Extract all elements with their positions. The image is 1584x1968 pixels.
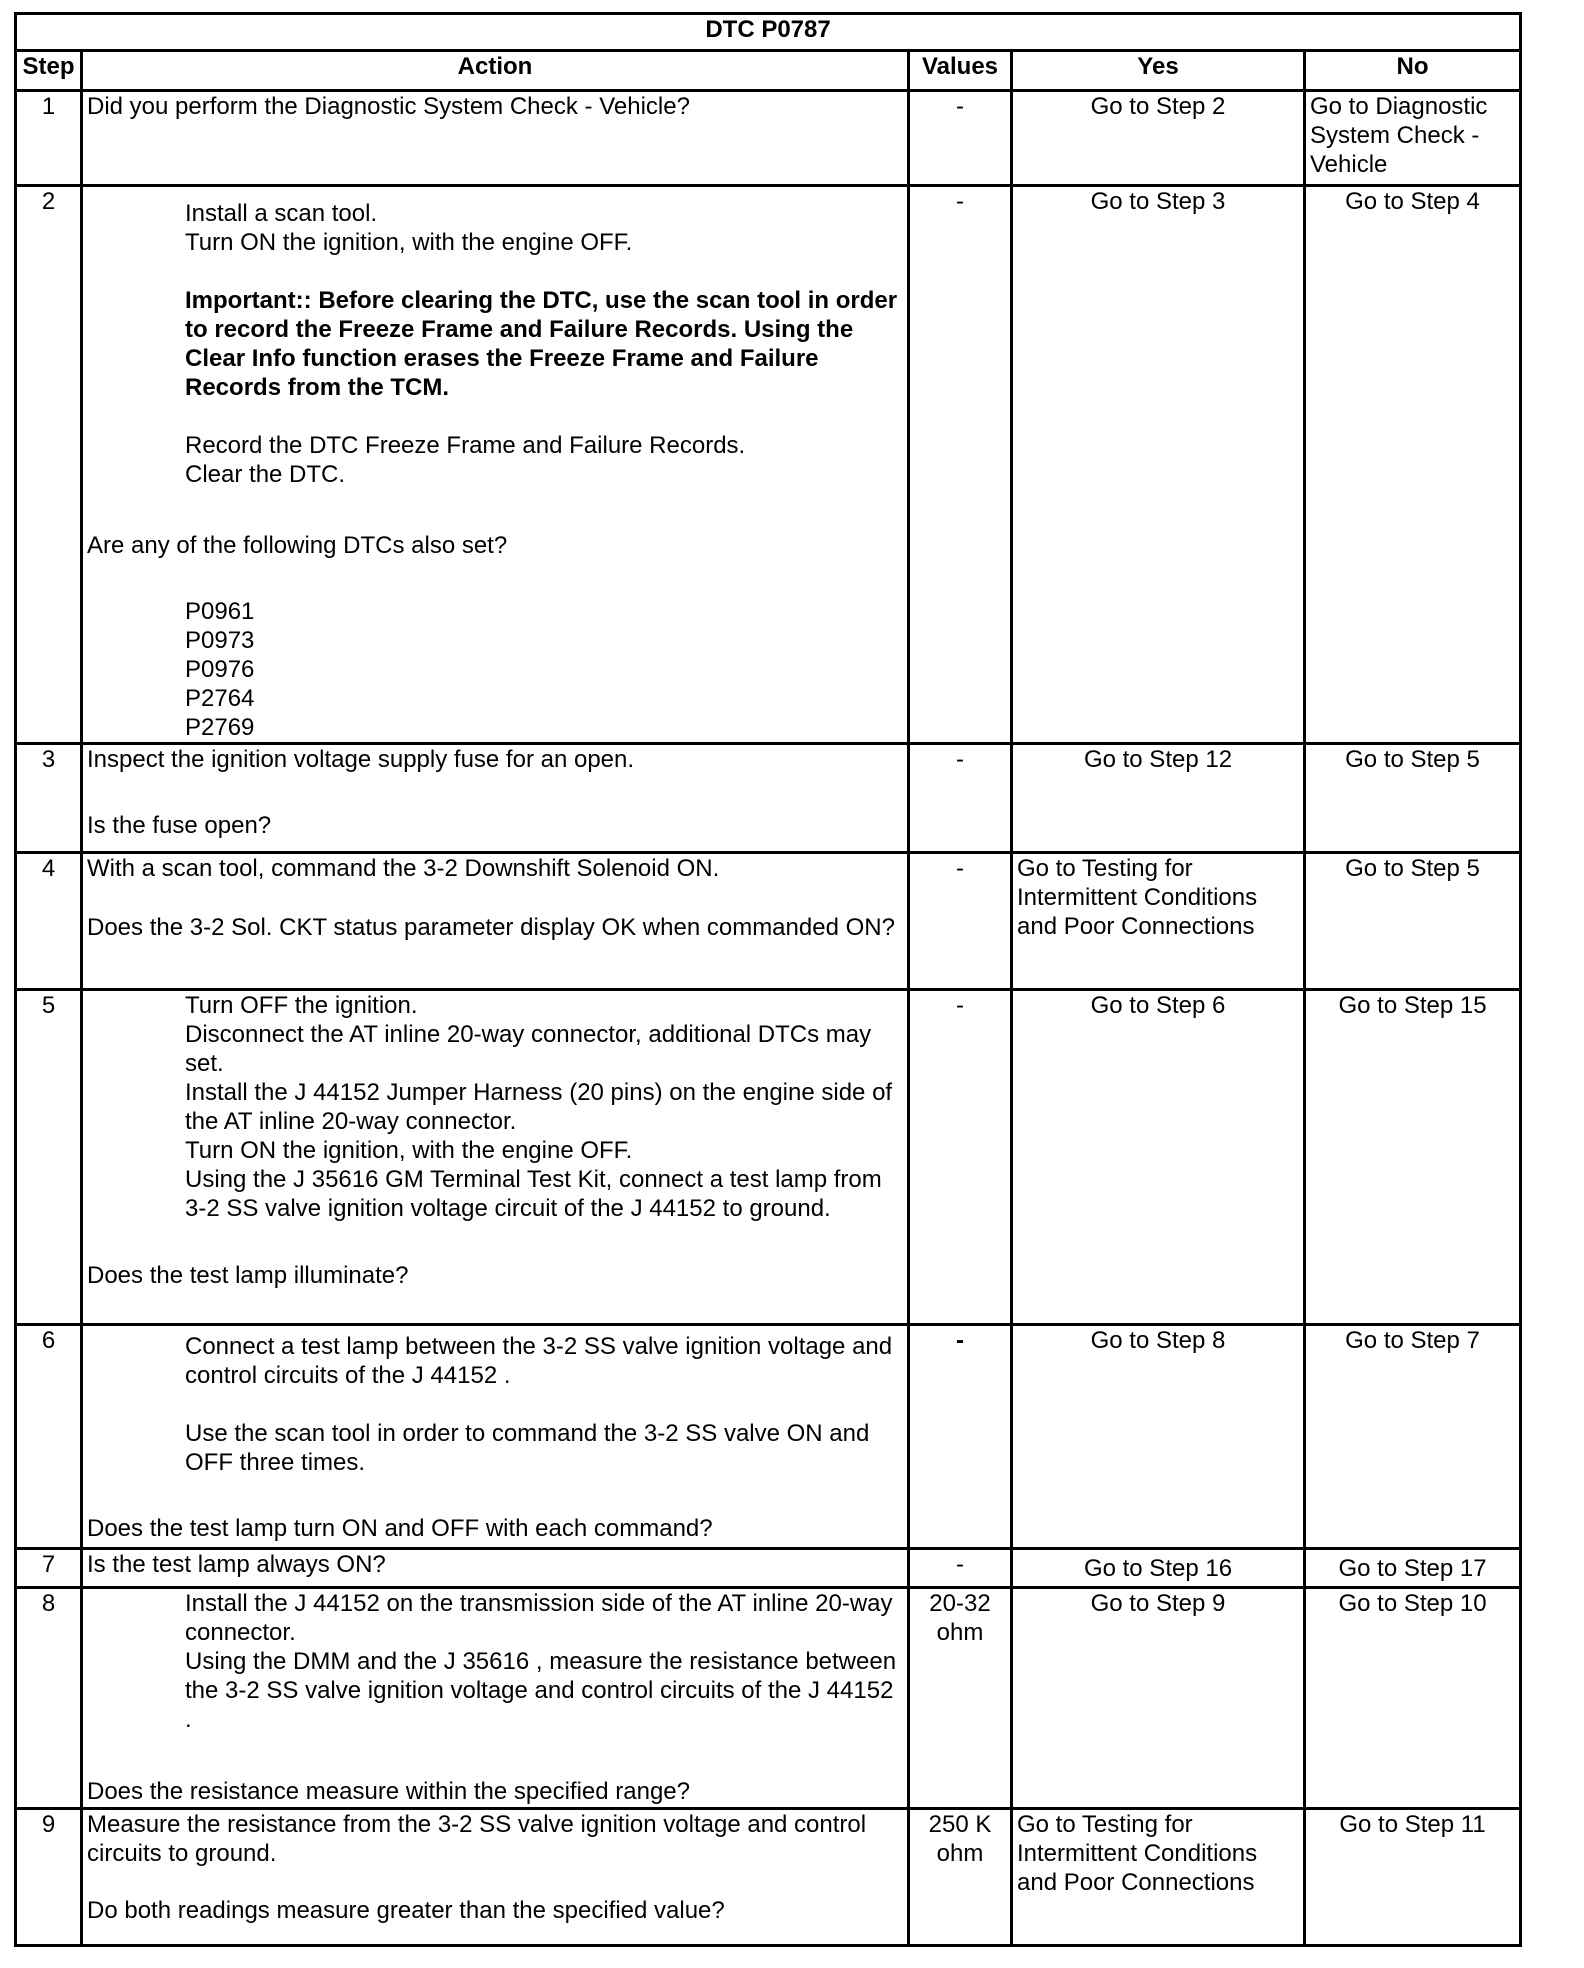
action-step: Connect a test lamp between the 3-2 SS valve ignition voltage and control circuits of the J 44152 .: [185, 1333, 893, 1389]
action-question: Does the 3-2 Sol. CKT status parameter display OK when commanded ON?: [87, 914, 895, 941]
no-cell: Go to Step 11: [1305, 1809, 1521, 1946]
table-row: [16, 853, 1521, 990]
no-cell: Go to Step 5: [1305, 744, 1521, 853]
value-cell: -: [909, 990, 1012, 1325]
action-question: Are any of the following DTCs also set?: [87, 532, 508, 559]
yes-cell: Go to Step 8: [1012, 1325, 1305, 1549]
value-cell: -: [909, 853, 1012, 990]
action-step: Using the J 35616 GM Terminal Test Kit, connect a test lamp from 3-2 SS valve ignition voltage circuit of the J 44152 to ground.: [185, 1166, 882, 1222]
yes-cell: Go to Step 6: [1012, 990, 1305, 1325]
action-text: With a scan tool, command the 3-2 Downshift Solenoid ON.: [87, 855, 720, 882]
action-question: Does the resistance measure within the specified range?: [87, 1778, 690, 1805]
table-row: [16, 1588, 1521, 1809]
action-step: Disconnect the AT inline 20-way connector, additional DTCs may set.: [185, 1021, 872, 1077]
action-step: Clear the DTC.: [185, 461, 346, 488]
action-cell: [82, 1588, 909, 1809]
action-cell: [82, 91, 909, 186]
value-cell: -: [909, 744, 1012, 853]
yes-cell: Go to Testing for Intermittent Conditions and Poor Connections: [1012, 1809, 1305, 1946]
header-values: Values: [909, 51, 1012, 91]
no-cell: Go to Step 4: [1305, 186, 1521, 744]
action-cell: [82, 990, 909, 1325]
action-cell: [82, 1325, 909, 1549]
action-step: Using the DMM and the J 35616 , measure the resistance between the 3-2 SS valve ignition voltage and control circuits of the J 44152 .: [185, 1648, 897, 1733]
dtc-code: P2764: [185, 685, 255, 712]
value-cell: -: [909, 1325, 1012, 1549]
step-number: 9: [16, 1809, 82, 1946]
action-text: Measure the resistance from the 3-2 SS valve ignition voltage and control circuits to ground.: [87, 1811, 867, 1867]
table-title: DTC P0787: [16, 14, 1521, 51]
table-row: [16, 744, 1521, 853]
dtc-code: P2769: [185, 714, 255, 741]
header-action: Action: [82, 51, 909, 91]
header-row: [16, 51, 1521, 91]
action-step: Install the J 44152 Jumper Harness (20 pins) on the engine side of the AT inline 20-way connector.: [185, 1079, 893, 1135]
dtc-code: P0973: [185, 627, 255, 654]
no-cell: Go to Step 15: [1305, 990, 1521, 1325]
value-cell: -: [909, 1549, 1012, 1588]
action-question: Does the test lamp illuminate?: [87, 1262, 409, 1289]
step-number: 8: [16, 1588, 82, 1809]
action-question: Do both readings measure greater than the specified value?: [87, 1897, 725, 1924]
no-cell: Go to Step 10: [1305, 1588, 1521, 1809]
yes-cell: Go to Step 2: [1012, 91, 1305, 186]
value-cell: -: [909, 186, 1012, 744]
dtc-code: P0976: [185, 656, 255, 683]
table-row: [16, 1549, 1521, 1588]
action-text: Inspect the ignition voltage supply fuse for an open.: [87, 746, 635, 773]
action-cell: [82, 186, 909, 744]
step-number: 3: [16, 744, 82, 853]
yes-cell: Go to Testing for Intermittent Conditions and Poor Connections: [1012, 853, 1305, 990]
yes-cell: Go to Step 12: [1012, 744, 1305, 853]
step-number: 4: [16, 853, 82, 990]
action-step: Record the DTC Freeze Frame and Failure Records.: [185, 432, 746, 459]
action-step: Turn ON the ignition, with the engine OFF.: [185, 229, 633, 256]
action-step: Turn ON the ignition, with the engine OFF.: [185, 1137, 633, 1164]
action-question: Does the test lamp turn ON and OFF with each command?: [87, 1515, 713, 1542]
value-cell: 250 K ohm: [909, 1809, 1012, 1946]
value-cell: 20-32 ohm: [909, 1588, 1012, 1809]
no-cell: Go to Diagnostic System Check - Vehicle: [1305, 91, 1521, 186]
dtc-table: [14, 12, 1522, 1947]
header-no: No: [1305, 51, 1521, 91]
yes-cell: Go to Step 3: [1012, 186, 1305, 744]
action-cell: [82, 1809, 909, 1946]
yes-cell: Go to Step 16: [1012, 1549, 1305, 1588]
action-cell: [82, 744, 909, 853]
step-number: 5: [16, 990, 82, 1325]
no-cell: Go to Step 5: [1305, 853, 1521, 990]
table-row: [16, 1325, 1521, 1549]
table-row: [16, 186, 1521, 744]
yes-cell: Go to Step 9: [1012, 1588, 1305, 1809]
action-question: Is the fuse open?: [87, 812, 272, 839]
no-cell: Go to Step 7: [1305, 1325, 1521, 1549]
table-row: [16, 91, 1521, 186]
action-cell: [82, 853, 909, 990]
table-row: [16, 1809, 1521, 1946]
action-step: Install the J 44152 on the transmission side of the AT inline 20-way connector.: [185, 1590, 893, 1646]
action-question: Did you perform the Diagnostic System Check - Vehicle?: [87, 93, 690, 120]
important-note: Important:: Before clearing the DTC, use the scan tool in order to record the Freeze Frame and Failure Records. Using the Clear Info function erases the Freeze Frame and Failure Records from the TCM.: [185, 287, 898, 401]
step-number: 6: [16, 1325, 82, 1549]
action-step: Use the scan tool in order to command the 3-2 SS valve ON and OFF three times.: [185, 1420, 870, 1476]
step-number: 2: [16, 186, 82, 744]
no-cell: Go to Step 17: [1305, 1549, 1521, 1588]
action-step: Install a scan tool.: [185, 200, 378, 227]
dtc-code: P0961: [185, 598, 255, 625]
step-number: 1: [16, 91, 82, 186]
header-yes: Yes: [1012, 51, 1305, 91]
step-number: 7: [16, 1549, 82, 1588]
header-step: Step: [16, 51, 82, 91]
value-cell: -: [909, 91, 1012, 186]
action-question: Is the test lamp always ON?: [82, 1549, 909, 1588]
table-row: [16, 990, 1521, 1325]
action-step: Turn OFF the ignition.: [185, 992, 418, 1019]
